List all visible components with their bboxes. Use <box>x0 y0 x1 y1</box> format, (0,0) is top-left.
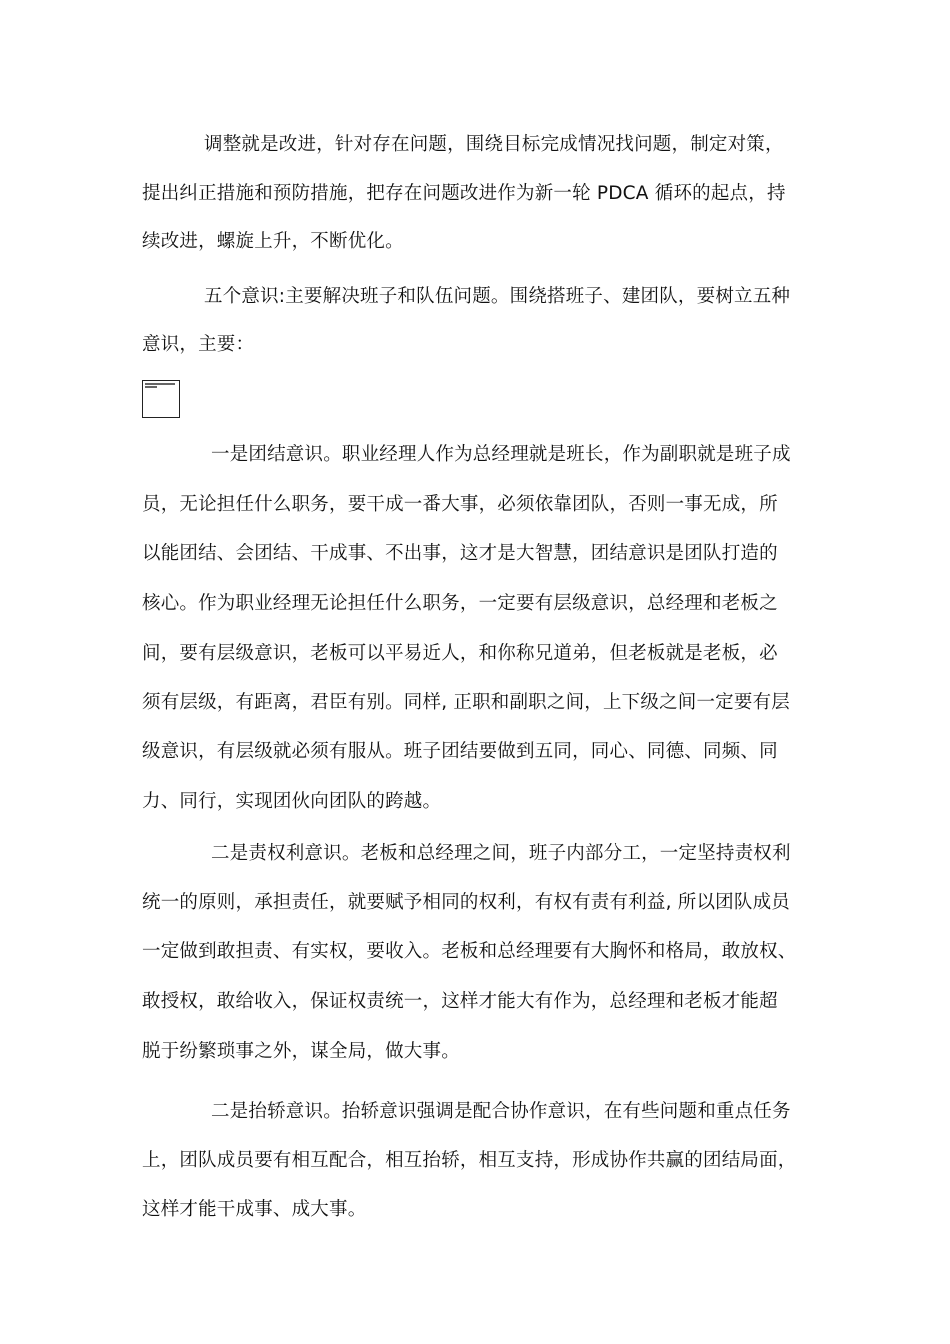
paragraph-3-line-8: 力、同行，实现团伙向团队的跨越。 <box>142 791 442 812</box>
paragraph-1-line-1: 调整就是改进，针对存在问题，围绕目标完成情况找问题，制定对策， <box>204 134 784 155</box>
paragraph-4-line-4: 敢授权，敢给收入，保证权责统一，这样才能大有作为，总经理和老板才能超 <box>142 991 778 1012</box>
paragraph-1-line-3: 续改进，螺旋上升，不断优化。 <box>142 231 404 252</box>
paragraph-3-line-6: 须有层级，有距离，君臣有别。同样, 正职和副职之间，上下级之间一定要有层 <box>142 692 790 713</box>
paragraph-3-line-7: 级意识，有层级就必须有服从。班子团结要做到五同，同心、同德、同频、同 <box>142 741 778 762</box>
paragraph-5-line-2: 上，团队成员要有相互配合，相互抬轿，相互支持，形成协作共赢的团结局面， <box>142 1150 797 1171</box>
paragraph-2-line-1: 五个意识:主要解决班子和队伍问题。围绕搭班子、建团队，要树立五种 <box>204 286 791 307</box>
paragraph-4-line-1: 二是责权利意识。老板和总经理之间，班子内部分工，一定坚持责权利 <box>211 843 791 864</box>
paragraph-3-line-4: 核心。作为职业经理无论担任什么职务，一定要有层级意识，总经理和老板之 <box>142 593 778 614</box>
paragraph-3-line-3: 以能团结、会团结、干成事、不出事，这才是大智慧，团结意识是团队打造的 <box>142 543 778 564</box>
paragraph-3-line-1: 一是团结意识。职业经理人作为总经理就是班长，作为副职就是班子成 <box>211 444 791 465</box>
paragraph-5-line-1: 二是抬轿意识。抬轿意识强调是配合协作意识，在有些问题和重点任务 <box>211 1101 791 1122</box>
paragraph-5-line-3: 这样才能干成事、成大事。 <box>142 1199 367 1220</box>
paragraph-4-line-5: 脱于纷繁琐事之外，谋全局，做大事。 <box>142 1041 460 1062</box>
paragraph-4-line-3: 一定做到敢担责、有实权，要收入。老板和总经理要有大胸怀和格局，敢放权、 <box>142 941 797 962</box>
paragraph-2-line-2: 意识，主要： <box>142 334 255 355</box>
paragraph-3-line-2: 员，无论担任什么职务，要干成一番大事，必须依靠团队，否则一事无成，所 <box>142 494 778 515</box>
paragraph-3-line-5: 间，要有层级意识，老板可以平易近人，和你称兄道弟，但老板就是老板，必 <box>142 643 778 664</box>
paragraph-1-line-2: 提出纠正措施和预防措施，把存在问题改进作为新一轮 PDCA 循环的起点，持 <box>142 183 786 204</box>
broken-image-icon <box>142 380 180 418</box>
paragraph-4-line-2: 统一的原则，承担责任，就要赋予相同的权利，有权有责有利益, 所以团队成员 <box>142 892 790 913</box>
